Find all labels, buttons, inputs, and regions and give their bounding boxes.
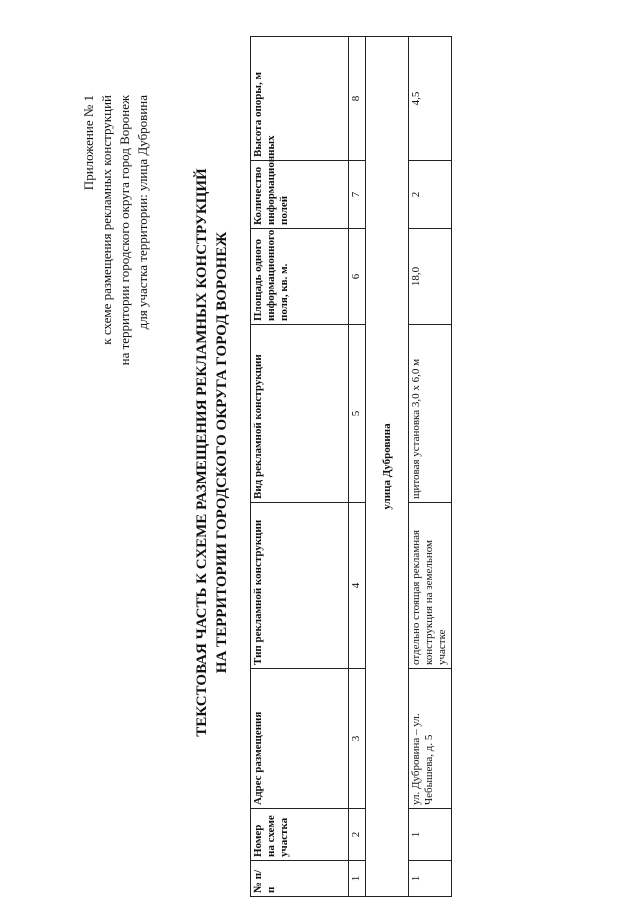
row-type: отдельно стоящая рекламная конструкция на земельном участке — [409, 503, 452, 669]
header-fields: Количество информационных полей — [251, 161, 349, 229]
appendix-line-4: для участка территории: улица Дубровина — [135, 95, 150, 330]
column-number: 8 — [349, 37, 366, 161]
appendix-line-1: Приложение № 1 — [81, 95, 96, 191]
appendix-note — [80, 95, 152, 905]
column-number: 1 — [349, 861, 366, 897]
appendix-line-2: к схеме размещения рекламных конструкций — [99, 95, 114, 345]
header-area: Площадь одного информационного поля, кв. м. — [251, 229, 349, 325]
header-row — [251, 37, 349, 897]
title-line-2: НА ТЕРРИТОРИИ ГОРОДСКОГО ОКРУГА ГОРОД ВОРОНЕЖ — [214, 231, 230, 674]
section-row — [366, 37, 409, 897]
placement-table — [250, 36, 452, 897]
row-fields: 2 — [409, 161, 452, 229]
column-number: 3 — [349, 669, 366, 809]
title-line-1: ТЕКСТОВАЯ ЧАСТЬ К СХЕМЕ РАЗМЕЩЕНИЯ РЕКЛАМНЫХ КОНСТРУКЦИЙ — [194, 168, 210, 737]
row-area: 18,0 — [409, 229, 452, 325]
column-number: 6 — [349, 229, 366, 325]
column-number: 5 — [349, 325, 366, 503]
row-scheme-number: 1 — [409, 809, 452, 861]
appendix-line-3: на территории городского округа город Воронеж — [117, 95, 132, 366]
header-type: Тип рекламной конструкции — [251, 503, 349, 669]
header-index: № п/п — [251, 861, 349, 897]
header-address: Адрес размещения — [251, 669, 349, 809]
document-title — [192, 0, 232, 905]
row-address: ул. Дубровина – ул. Чебышева, д. 5 — [409, 669, 452, 809]
section-title: улица Дубровина — [366, 37, 409, 897]
column-number: 4 — [349, 503, 366, 669]
column-number: 7 — [349, 161, 366, 229]
table-row — [409, 37, 452, 897]
column-number-row — [349, 37, 366, 897]
column-number: 2 — [349, 809, 366, 861]
row-kind: щитовая установка 3,0 х 6,0 м — [409, 325, 452, 503]
header-kind: Вид рекламной конструкции — [251, 325, 349, 503]
row-index: 1 — [409, 861, 452, 897]
header-height: Высота опоры, м — [251, 37, 349, 161]
row-height: 4,5 — [409, 37, 452, 161]
header-scheme-number: Номер на схеме участка — [251, 809, 349, 861]
